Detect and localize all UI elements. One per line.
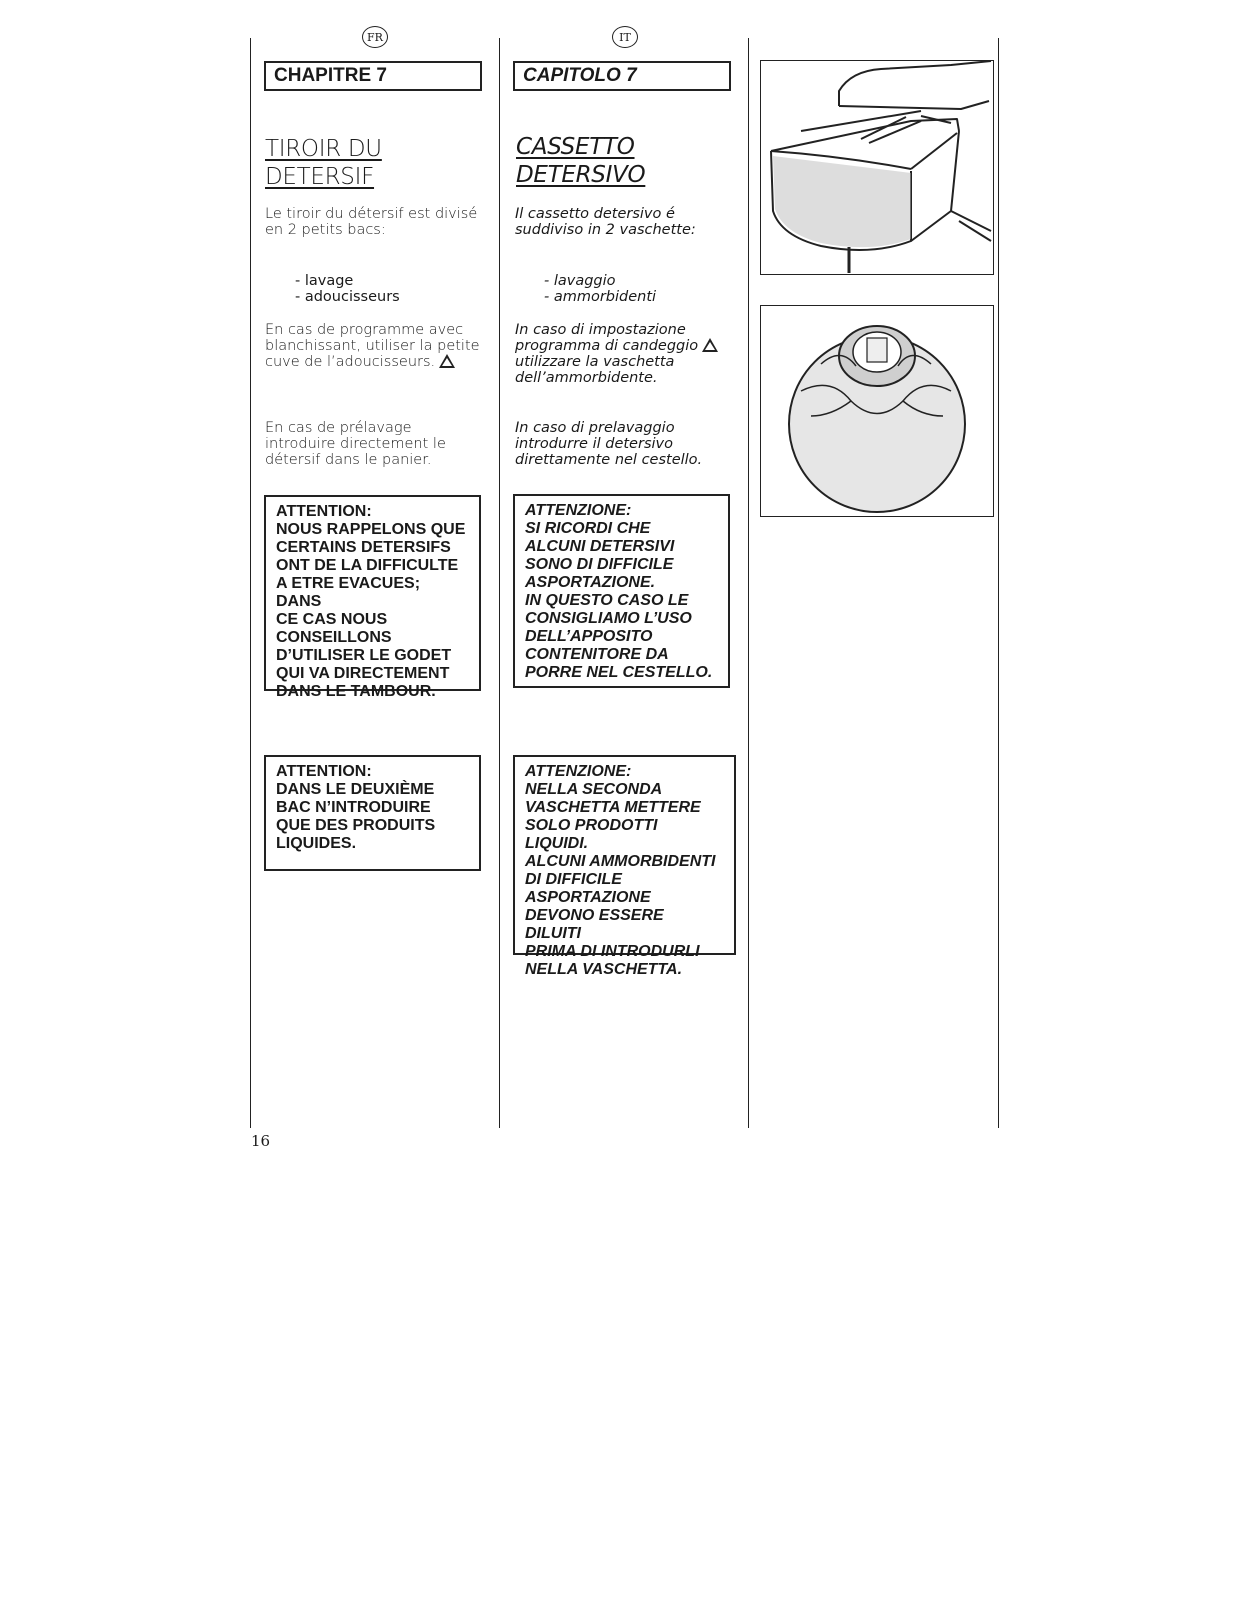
column-rule-mid	[499, 38, 500, 1128]
list-item: - adoucisseurs	[295, 289, 400, 305]
drawer-drawing	[761, 61, 992, 273]
column-rule-right	[748, 38, 749, 1128]
intro-text-fr: Le tiroir du détersif est divisé en 2 petits bacs:	[265, 206, 478, 238]
attention-box-it-2: ATTENZIONE: NELLA SECONDA VASCHETTA METTERE SOLO PRODOTTI LIQUIDI. ALCUNI AMMORBIDENTI DI DIFFICILE ASPORTAZIONE DEVONO ESSERE DILUITI PRIMA DI INTRODURLI NELLA VASCHETTA.	[513, 755, 736, 955]
chapter-title-it: CAPITOLO 7	[513, 61, 731, 91]
detergent-drawer-illustration	[760, 60, 994, 275]
language-badge-it: IT	[612, 26, 638, 48]
prewash-text-it: In caso di prelavaggio introdurre il detersivo direttamente nel cestello.	[515, 420, 703, 468]
section-heading-it: CASSETTO DETERSIVO	[516, 134, 646, 188]
list-item: - ammorbidenti	[544, 289, 657, 305]
column-rule-outer	[998, 38, 999, 1128]
attention-box-fr-2: ATTENTION: DANS LE DEUXIÈME BAC N’INTRODUIRE QUE DES PRODUITS LIQUIDES.	[264, 755, 481, 871]
bleach-text-fr: En cas de programme avec blanchissant, utiliser la petite cuve de l’adoucisseurs.	[265, 322, 480, 370]
detergent-ball-illustration	[760, 305, 994, 517]
attention-box-fr-1: ATTENTION: NOUS RAPPELONS QUE CERTAINS DETERSIFS ONT DE LA DIFFICULTE A ETRE EVACUES; DANS CE CAS NOUS CONSEILLONS D’UTILISER LE GODET QUI VA DIRECTEMENT DANS LE TAMBOUR.	[264, 495, 481, 691]
page-number: 16	[251, 1132, 271, 1150]
prewash-text-fr: En cas de prélavage introduire directement le détersif dans le panier.	[265, 420, 446, 468]
column-rule-left	[250, 38, 251, 1128]
intro-text-it: Il cassetto detersivo é suddiviso in 2 vaschette:	[515, 206, 696, 238]
compartment-list-it	[544, 273, 656, 305]
list-item: - lavaggio	[544, 273, 616, 289]
language-badge-fr: FR	[362, 26, 388, 48]
compartment-list-fr	[295, 273, 400, 305]
warning-triangle-icon	[439, 354, 455, 368]
bleach-text-it: In caso di impostazione programma di candeggio utilizzare la vaschetta dell’ammorbidente.	[515, 322, 745, 386]
chapter-title-fr: CHAPITRE 7	[264, 61, 482, 91]
attention-box-it-1: ATTENZIONE: SI RICORDI CHE ALCUNI DETERSIVI SONO DI DIFFICILE ASPORTAZIONE. IN QUESTO CASO LE CONSIGLIAMO L’USO DELL’APPOSITO CONTENITORE DA PORRE NEL CESTELLO.	[513, 494, 730, 688]
dosing-ball-drawing	[761, 306, 992, 515]
section-heading-fr: TIROIR DU DETERSIF	[265, 136, 382, 190]
list-item: - lavage	[295, 273, 354, 289]
warning-triangle-icon	[702, 338, 718, 352]
